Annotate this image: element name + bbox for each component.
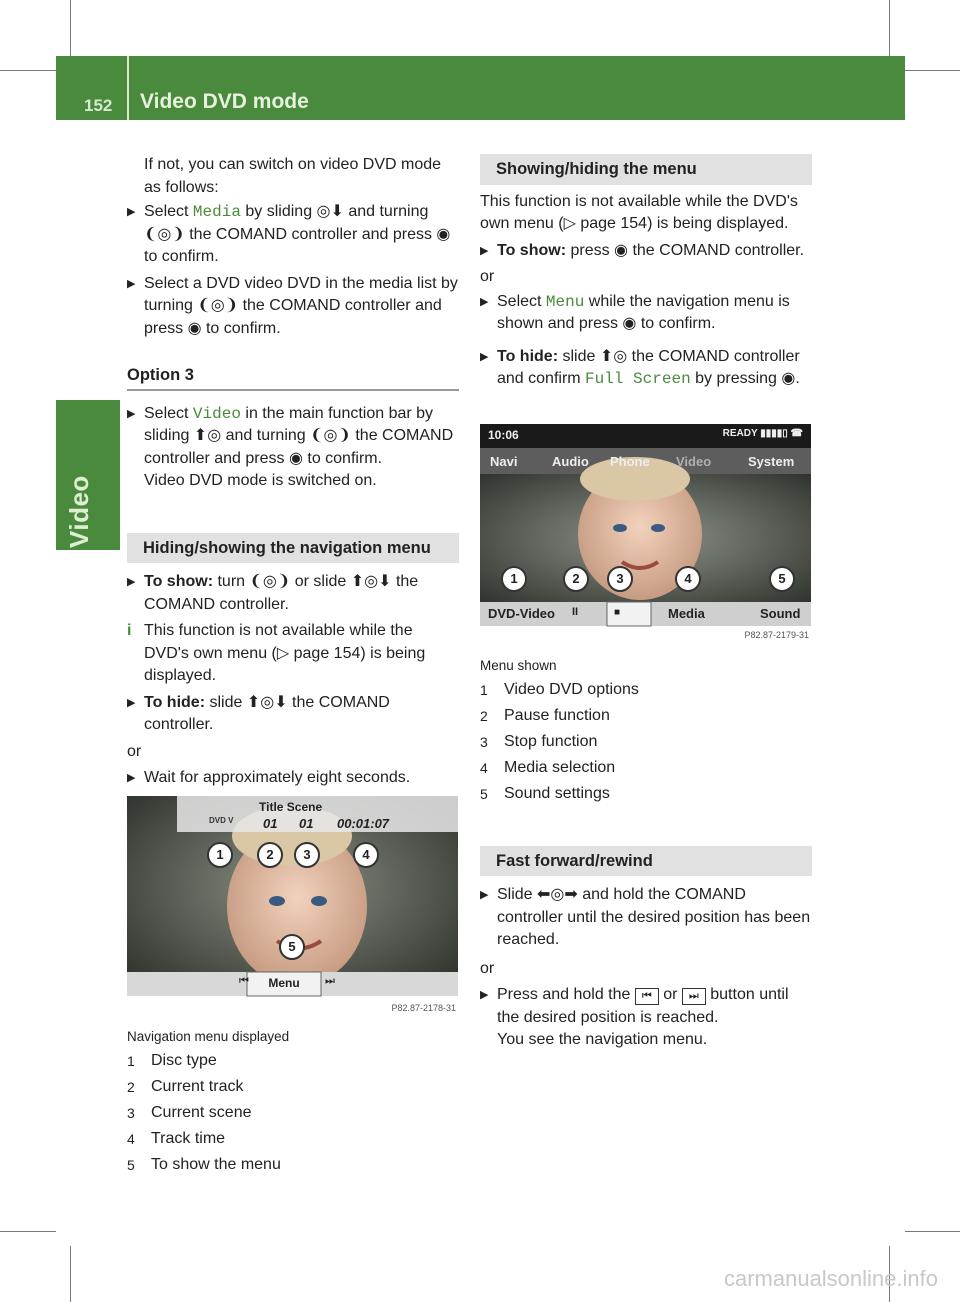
- page-title: Video DVD mode: [140, 90, 309, 113]
- callout-5: 5: [279, 934, 305, 960]
- media-keyword: Media: [192, 203, 241, 221]
- info-text: This function is not available while the DVD's own menu (▷ page 154) is being displayed.: [144, 622, 426, 684]
- disc-type-label: DVD V: [209, 816, 234, 825]
- right-lower: [480, 655, 812, 1052]
- menu-shown-screenshot: [480, 424, 811, 646]
- step-text: by pressing ◉.: [690, 370, 800, 387]
- step-select-video: [127, 403, 459, 471]
- callout-4: 4: [675, 566, 701, 592]
- legend-text: To show the menu: [151, 1156, 281, 1174]
- pause-button[interactable]: II: [572, 606, 579, 618]
- step-arrow-icon: ▶: [480, 889, 489, 901]
- right-column: [480, 154, 812, 391]
- page-number: 152: [84, 96, 113, 115]
- paragraph: This function is not available while the DVD's own menu (▷ page 154) is being displayed.: [480, 192, 798, 232]
- step-text: or: [658, 986, 682, 1003]
- crop-mark: [889, 0, 890, 56]
- legend-item: [480, 782, 812, 808]
- legend-number: 1: [480, 682, 488, 699]
- step-text: press ◉ the COMAND controller.: [566, 241, 805, 259]
- section-heading-nav-menu: Hiding/showing the navigation menu: [127, 533, 459, 564]
- option-3-heading: Option 3: [127, 364, 459, 391]
- step-label: To show:: [144, 573, 214, 590]
- step-text: slide ⬆◎ the COMAND controller and confirm: [497, 347, 800, 387]
- callout-1: 1: [207, 842, 233, 868]
- callout-4: 4: [353, 842, 379, 868]
- step-text: button until the desired position is reached.: [497, 986, 789, 1026]
- step-arrow-icon: ▶: [480, 295, 489, 308]
- step-to-hide: [127, 692, 459, 737]
- step-wait: [127, 767, 459, 790]
- legend-number: 2: [480, 708, 488, 725]
- figure-caption: Navigation menu displayed: [127, 1029, 290, 1044]
- figure-caption: Menu shown: [480, 658, 557, 673]
- crop-mark: [0, 70, 56, 71]
- legend-number: 5: [480, 786, 488, 803]
- legend-text: Stop function: [504, 733, 598, 751]
- crop-mark: [905, 1231, 960, 1232]
- crop-mark: [70, 1246, 71, 1302]
- legend-item: [127, 1101, 459, 1127]
- step-press-hold: [480, 984, 812, 1029]
- step-slide: [480, 884, 812, 952]
- legend-text: Video DVD options: [504, 681, 639, 699]
- legend-item: [480, 678, 812, 704]
- menu-button[interactable]: Menu: [268, 976, 300, 990]
- previous-button-icon: ⏮: [635, 988, 659, 1005]
- step-text: turn ❨◎❩ or slide ⬆◎⬇ the COMAND controller.: [144, 573, 419, 613]
- status-label: READY ▮▮▮▮▯ ☎: [722, 428, 803, 439]
- callout-5: 5: [769, 566, 795, 592]
- callout-2: 2: [563, 566, 589, 592]
- legend-number: 2: [127, 1079, 135, 1096]
- step-text: Select: [144, 203, 193, 220]
- prev-track-icon: ⏮: [239, 975, 249, 987]
- section-heading-fast-forward: Fast forward/rewind: [480, 846, 812, 877]
- step-select-media: [127, 201, 459, 269]
- step-text: slide ⬆◎⬇ the COMAND controller.: [144, 693, 390, 733]
- step-to-hide: [480, 346, 812, 391]
- step-arrow-icon: ▶: [127, 576, 136, 588]
- step-arrow-icon: ▶: [127, 407, 136, 420]
- step-arrow-icon: ▶: [127, 206, 136, 218]
- video-keyword: Video: [192, 404, 241, 423]
- step-to-show: [480, 240, 812, 263]
- result-text: You see the navigation menu.: [497, 1031, 708, 1048]
- info-icon: i: [127, 622, 132, 639]
- left-legend: [127, 1026, 459, 1179]
- intro-text: If not, you can switch on video DVD mode as follows:: [144, 156, 442, 196]
- step-text: Wait for approximately eight seconds.: [144, 769, 411, 786]
- legend-text: Sound settings: [504, 785, 610, 803]
- crop-mark: [0, 1231, 56, 1232]
- callout-3: 3: [607, 566, 633, 592]
- title-scene-label: Title Scene: [259, 800, 323, 814]
- legend-text: Pause function: [504, 707, 610, 725]
- legend-number: 4: [127, 1131, 135, 1148]
- callout-1: 1: [501, 566, 527, 592]
- legend-item: [480, 756, 812, 782]
- callout-2: 2: [257, 842, 283, 868]
- tab-phone[interactable]: Phone: [610, 454, 650, 469]
- step-arrow-icon: ▶: [127, 696, 136, 709]
- step-label: To hide:: [497, 347, 559, 365]
- legend-text: Disc type: [151, 1052, 217, 1070]
- legend-number: 3: [480, 734, 488, 751]
- callout-3: 3: [294, 842, 320, 868]
- crop-mark: [70, 0, 71, 56]
- step-text: Select: [144, 404, 193, 422]
- legend-number: 4: [480, 760, 488, 777]
- step-text: while the navigation menu is shown and press ◉ to confirm.: [497, 292, 790, 332]
- step-select-dvd: [127, 273, 459, 341]
- legend-number: 1: [127, 1053, 135, 1070]
- dvd-video-button[interactable]: DVD-Video: [488, 606, 555, 621]
- step-to-show: [127, 571, 459, 616]
- clock-label: 10:06: [488, 428, 519, 442]
- step-label: To hide:: [144, 693, 206, 711]
- legend-text: Current track: [151, 1078, 244, 1096]
- full-screen-keyword: Full Screen: [585, 370, 691, 388]
- sound-button[interactable]: Sound: [760, 606, 801, 621]
- tab-system[interactable]: System: [748, 454, 795, 469]
- step-text: Select: [497, 292, 546, 310]
- info-note: [127, 620, 459, 688]
- crop-mark: [905, 70, 960, 71]
- side-tab-label: Video: [64, 475, 94, 548]
- or-text: or: [127, 742, 142, 760]
- step-text: by sliding ◎⬇ and turning ❨◎❩ the COMAND controller and press ◉ to confirm.: [144, 203, 451, 265]
- figure-reference: P82.87-2178-31: [391, 1003, 456, 1013]
- next-button-icon: ⏭: [682, 988, 706, 1005]
- legend-item: [127, 1127, 459, 1153]
- step-label: To show:: [497, 241, 567, 259]
- step-arrow-icon: ▶: [480, 244, 489, 257]
- legend-item: [127, 1049, 459, 1075]
- legend-item: [127, 1075, 459, 1101]
- menu-keyword: Menu: [545, 292, 585, 311]
- next-track-icon: ⏭: [325, 975, 335, 987]
- legend-number: 5: [127, 1157, 135, 1174]
- step-arrow-icon: ▶: [127, 772, 136, 784]
- or-text: or: [480, 959, 495, 977]
- step-text: in the main function bar by sliding ⬆◎ and turning ❨◎❩ the COMAND controller and press ◉ to confirm.: [144, 404, 454, 467]
- media-button[interactable]: Media: [668, 606, 705, 621]
- watermark: carmanualsonline.info: [723, 1266, 938, 1291]
- step-text: Select a DVD video DVD in the media list by turning ❨◎❩ the COMAND controller and press ◉ to confirm.: [144, 274, 458, 337]
- track-value: 01: [263, 816, 278, 831]
- tab-audio[interactable]: Audio: [552, 454, 589, 469]
- or-text: or: [480, 268, 495, 285]
- legend-item: [480, 704, 812, 730]
- legend-item: [127, 1153, 459, 1179]
- step-text: Slide ⬅◎➡ and hold the COMAND controller until the desired position has been reached.: [497, 886, 811, 948]
- legend-item: [480, 730, 812, 756]
- legend-number: 3: [127, 1105, 135, 1122]
- time-value: 00:01:07: [337, 816, 390, 831]
- legend-text: Track time: [151, 1130, 226, 1148]
- header-divider: [127, 56, 129, 120]
- scene-value: 01: [299, 816, 314, 831]
- step-text: Press and hold the: [497, 986, 635, 1003]
- navigation-menu-screenshot: [127, 796, 458, 1024]
- step-arrow-icon: ▶: [480, 989, 489, 1001]
- step-select-menu: [480, 291, 812, 336]
- step-arrow-icon: ▶: [127, 277, 136, 290]
- stop-button[interactable]: ■: [614, 607, 621, 618]
- section-heading-show-menu: Showing/hiding the menu: [480, 154, 812, 185]
- step-arrow-icon: ▶: [480, 350, 489, 363]
- legend-text: Current scene: [151, 1104, 252, 1122]
- result-text: Video DVD mode is switched on.: [144, 472, 377, 489]
- legend-text: Media selection: [504, 759, 616, 777]
- tab-navi[interactable]: Navi: [490, 454, 518, 469]
- left-column: [127, 154, 459, 790]
- tab-video[interactable]: Video: [676, 454, 712, 469]
- figure-reference: P82.87-2179-31: [744, 630, 809, 640]
